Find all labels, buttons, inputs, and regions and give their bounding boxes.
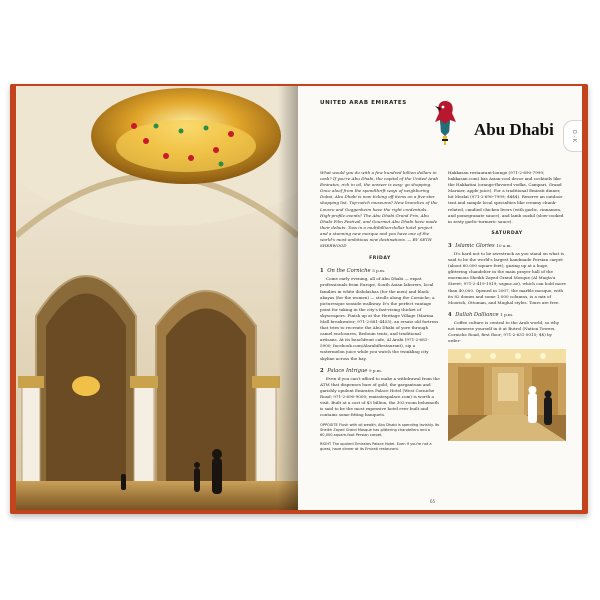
hotel-lobby-photo xyxy=(448,349,566,441)
day-heading-friday: FRIDAY xyxy=(369,256,391,262)
caption-opposite: OPPOSITE Flush with oil wealth, Abu Dhabi is spending lavishly. Its Sheikh Zayed Grand Mosque has glittering chandeliers and a 60,000-square-foot Persian carpet. xyxy=(320,423,440,438)
page-number: 65 xyxy=(430,499,436,504)
entry-title xyxy=(448,311,566,319)
article-column-left xyxy=(320,170,440,452)
article-page xyxy=(298,86,582,510)
open-book xyxy=(10,84,590,516)
day-heading-saturday: SATURDAY xyxy=(491,230,523,236)
entry-name: On the Corniche xyxy=(327,268,371,275)
falcon-icon xyxy=(432,98,458,146)
article-column-right xyxy=(448,170,566,441)
country-heading: UNITED ARAB EMIRATES xyxy=(320,100,407,106)
entry-name: Palace Intrigue xyxy=(327,367,368,374)
entry-body: Come early evening, all of Abu Dhabi — expat professionals from Europe, South Asian laborers, local families in white dishdashas (for the men) and black abayas (for the women) — strolls along the Corniche, a picturesque seaside walkway. It's the perfect vantage point for taking in the city's fast-rising thicket of skyscrapers. Finish up at the Heritage Village (Marina Mall breakwater; 971-2-681-4455), an ersatz old fortress that tries to recreate the Abu Dhabi of yore through camel enclosures, Bedouin tents, and traditional artisans. At its beachfront cafe, Al Arabi (971-2-681-5900; facebook.com/AlarabiRestaurant), sip a watermelon juice while you watch the twinkling city skyline across the bay. xyxy=(320,276,439,361)
mosque-photo xyxy=(16,86,298,510)
entry-time: 1 p.m. xyxy=(500,311,514,317)
entry-time: 10 a.m. xyxy=(496,242,512,248)
section-tab: D - K xyxy=(563,120,582,152)
entry-number: 3 xyxy=(448,242,452,249)
entry-number: 2 xyxy=(320,367,324,374)
entry-number: 4 xyxy=(448,311,452,318)
continued-paragraph: Hakkasan restaurant-lounge (971-2-690-7999; hakkasan.com) has Asian-cool decor and cocktails like the Hakkatini (orange-flavored vodka, Campari, Grand Marnier, apple juice). For a traditional Emirati dinner, hit Mezlai (971-2-690-7999; $$$$). Reserve an outdoor tent and sample local specialties like creamy chunk-related, candied chicken livers (with garlic, cinnamon, and pomegranate sauce), and lamb ouzhil (slow-cooked in zesty garlic-turmeric sauce). xyxy=(448,170,564,224)
entry-body: Even if you can't afford to make a withdrawal from the ATM that dispenses bars of gold, the gargantuan and garishly opulent Emirates Palace Hotel (West Corniche Road; 971-2-690-9000; emiratespalace.com) is worth a visit. Built at a cost of $3 billion, the 302-room behemoth is said to be the most expensive hotel ever built and contains some fitting banquets. xyxy=(320,375,440,418)
entry-name: Islamic Glories xyxy=(455,242,495,249)
entry-title xyxy=(320,367,440,375)
caption-right: RIGHT The opulent Emirates Palace Hotel. Even if you're not a guest, have dinner at its Emirati restaurant. xyxy=(320,442,432,452)
mosque-interior-illustration xyxy=(16,86,298,510)
entry-number: 1 xyxy=(320,268,324,275)
entry-body: Coffee culture is central to the Arab world, so why not immerse yourself in it at Butrol (Nation Towers, Corniche Road, first floor; 971-2-631-0015; $$) by order- xyxy=(448,319,560,344)
entry-title xyxy=(320,267,440,275)
entry-time: 9 p.m. xyxy=(369,367,383,373)
entry-body: It's hard not to be awestruck as you stand on what is said to be the world's largest handmade Persian carpet (about 60,000 square feet), gazing up at a huge, glittering chandelier in the main prayer hall of the enormous Sheikh Zayed Grand Mosque (Al Maqta'a Street; 971-2-419-1919; szgmc.ae), which can hold more than 40,000. Opened in 2007, the marble mosque, with its 82 domes and some 1,000 columns, is a mix of Moorish, Ottoman, and Mughal styles. Tours are free. xyxy=(448,250,566,305)
entry-title xyxy=(448,242,566,250)
entry-time: 5 p.m. xyxy=(372,268,386,274)
entry-name: Dallah Dalliance xyxy=(455,311,499,318)
city-title: Abu Dhabi xyxy=(474,120,554,139)
intro-paragraph: What would you do with a few hundred billion dollars in cash? If you're Abu Dhabi, the capital of the United Arab Emirates, rich in oil, the answer is easy: go shopping. Once aloof from the spendthrift ways of neighboring Dubai, Abu Dhabi is now ticking off items on a five-star shopping list. Top-notch museums? New branches of the Louvre and Guggenheim have the right credentials. High-profile events? The Abu Dhabi Grand Prix, Abu Dhabi Film Festival, and Gourmet Abu Dhabi have made their debuts. Toss in a multibillion-dollar hotel project and a stunning new mosque and you have one of the world's most ambitious new destinations. — BY SETH SHERWOOD xyxy=(320,170,439,249)
hotel-lobby-illustration xyxy=(448,349,566,441)
